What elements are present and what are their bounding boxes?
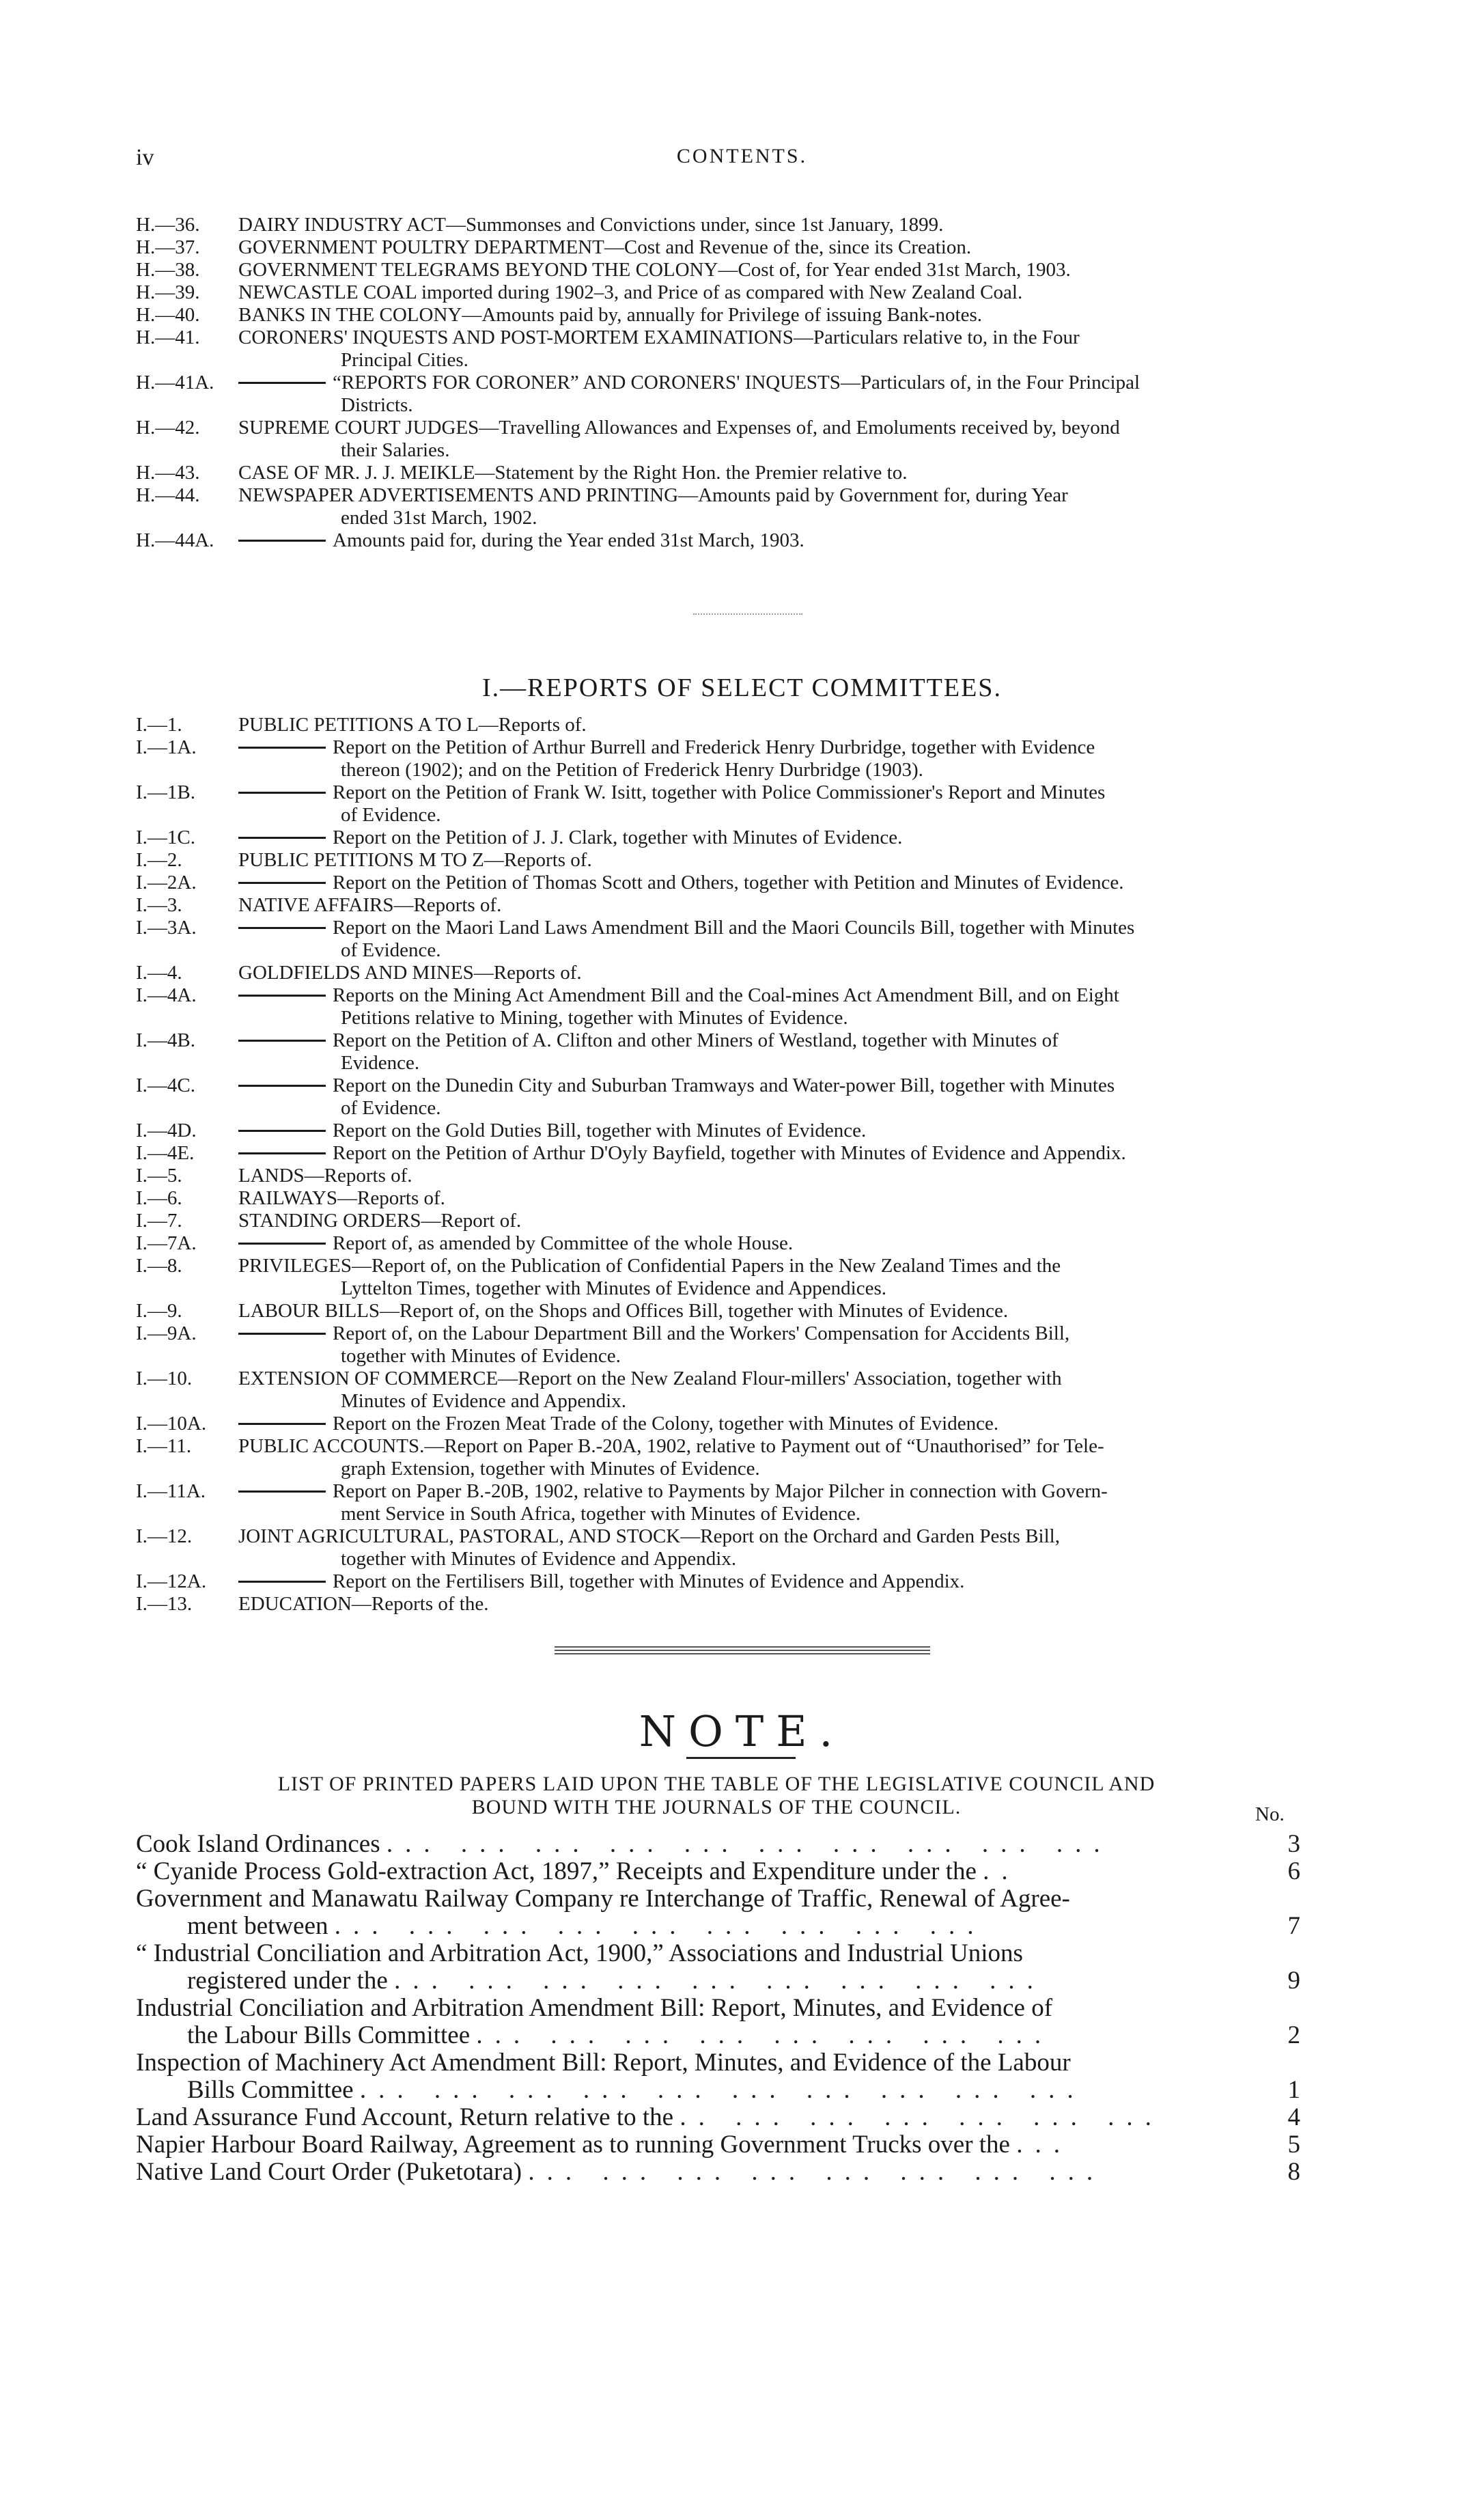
paper-title: Napier Harbour Board Railway, Agreement as to running Government Trucks over the bbox=[136, 2131, 1010, 2159]
entry-code: I.—8. bbox=[136, 1255, 182, 1277]
paper-number: 6 bbox=[1287, 1857, 1300, 1885]
entry-text: Report of, as amended by Committee of the whole House. bbox=[333, 1232, 794, 1254]
entry-text: Report on the Petition of A. Clifton and other Miners of Westland, together with Minutes of bbox=[333, 1029, 1059, 1051]
entry-text-block bbox=[238, 1368, 1440, 1413]
toc-entry bbox=[136, 1210, 1440, 1232]
entry-code: I.—5. bbox=[136, 1165, 182, 1187]
dot-leader: ... ... ... ... ... ... ... ... ... ... bbox=[386, 1830, 1112, 1858]
paper-title-continuation bbox=[136, 2022, 1235, 2049]
number-column-label: No. bbox=[1255, 1803, 1285, 1825]
list-item bbox=[136, 2104, 1300, 2131]
paper-title-block bbox=[136, 1858, 1235, 1885]
paper-title-continuation-text: registered under the bbox=[187, 1967, 388, 1995]
entry-text: Report on the Petition of Arthur Burrell and Frederick Henry Durbridge, together with Evidence bbox=[333, 736, 1095, 758]
entry-text: SUPREME COURT JUDGES—Travelling Allowances and Expenses of, and Emoluments received by, beyond bbox=[238, 417, 1120, 439]
toc-entry bbox=[136, 236, 1440, 259]
entry-text-block bbox=[238, 304, 1440, 327]
entry-continuation: Minutes of Evidence and Appendix. bbox=[341, 1390, 626, 1412]
entry-code: H.—42. bbox=[136, 417, 200, 439]
toc-entry bbox=[136, 1255, 1440, 1300]
entry-continuation: together with Minutes of Evidence. bbox=[341, 1345, 621, 1367]
entry-text: GOVERNMENT TELEGRAMS BEYOND THE COLONY—Cost of, for Year ended 31st March, 1903. bbox=[238, 259, 1071, 281]
paper-title: “ Industrial Conciliation and Arbitration Act, 1900,” Associations and Industrial Unions bbox=[136, 1939, 1023, 1967]
entry-text-block bbox=[238, 214, 1440, 236]
entry-text-block bbox=[238, 736, 1440, 781]
ditto-dash bbox=[238, 1130, 326, 1132]
paper-title-continuation-text: Bills Committee bbox=[187, 2076, 354, 2104]
entry-code: I.—4A. bbox=[136, 984, 197, 1006]
entry-text: Report on the Petition of Thomas Scott and Others, together with Petition and Minutes of Evidence. bbox=[333, 872, 1124, 893]
ditto-dash bbox=[238, 1333, 326, 1335]
entry-continuation: of Evidence. bbox=[341, 1097, 441, 1119]
entry-text-block bbox=[238, 714, 1440, 736]
paper-title-block bbox=[136, 1995, 1235, 2049]
entry-continuation: Petitions relative to Mining, together with Minutes of Evidence. bbox=[341, 1007, 848, 1029]
entry-text-block bbox=[238, 1525, 1440, 1570]
toc-entry bbox=[136, 917, 1440, 962]
section-divider bbox=[693, 613, 802, 615]
paper-title-block bbox=[136, 1831, 1235, 1858]
entry-text: PUBLIC PETITIONS M TO Z—Reports of. bbox=[238, 849, 592, 871]
entry-code: H.—41A. bbox=[136, 372, 214, 393]
entry-text-block bbox=[238, 1165, 1440, 1187]
toc-entry bbox=[136, 1413, 1440, 1435]
entry-text-block bbox=[238, 1120, 1440, 1142]
entry-continuation: Districts. bbox=[341, 394, 413, 416]
toc-entry bbox=[136, 529, 1440, 552]
entry-continuation: their Salaries. bbox=[341, 439, 450, 461]
entry-code: I.—4C. bbox=[136, 1075, 195, 1096]
ditto-dash bbox=[238, 747, 326, 749]
toc-entry bbox=[136, 1322, 1440, 1368]
paper-number: 1 bbox=[1287, 2076, 1300, 2104]
entry-text-block bbox=[238, 1187, 1440, 1210]
entry-code: I.—7. bbox=[136, 1210, 182, 1232]
dot-leader: ... bbox=[1016, 2131, 1072, 2159]
entry-continuation: of Evidence. bbox=[341, 804, 441, 826]
entry-text: GOVERNMENT POULTRY DEPARTMENT—Cost and Revenue of the, since its Creation. bbox=[238, 236, 972, 258]
entry-code: I.—10. bbox=[136, 1368, 193, 1389]
entry-text: GOLDFIELDS AND MINES—Reports of. bbox=[238, 962, 582, 984]
entry-text-block bbox=[238, 1322, 1440, 1368]
ditto-dash bbox=[238, 882, 326, 884]
ditto-dash bbox=[238, 927, 326, 929]
h-series-list bbox=[136, 214, 1440, 552]
toc-entry bbox=[136, 894, 1440, 917]
entry-code: I.—9. bbox=[136, 1300, 182, 1322]
entry-code: I.—12. bbox=[136, 1525, 193, 1547]
toc-entry bbox=[136, 1142, 1440, 1165]
entry-text-block bbox=[238, 849, 1440, 872]
entry-continuation: Lyttelton Times, together with Minutes of Evidence and Appendices. bbox=[341, 1277, 887, 1299]
note-title: NOTE. bbox=[639, 1706, 845, 1756]
dot-leader: ... ... ... ... ... ... ... ... ... ... bbox=[359, 2076, 1086, 2104]
entry-text: Report of, on the Labour Department Bill and the Workers' Compensation for Accidents Bill, bbox=[333, 1322, 1070, 1344]
paper-title: Cook Island Ordinances bbox=[136, 1830, 380, 1858]
entry-text-block bbox=[238, 1300, 1440, 1322]
toc-entry bbox=[136, 462, 1440, 484]
entry-code: I.—1A. bbox=[136, 736, 197, 758]
entry-text: NATIVE AFFAIRS—Reports of. bbox=[238, 894, 502, 916]
entry-text: NEWCASTLE COAL imported during 1902–3, and Price of as compared with New Zealand Coal. bbox=[238, 281, 1023, 303]
entry-text-block bbox=[238, 484, 1440, 529]
dot-leader: .. ... ... ... ... ... ... bbox=[680, 2103, 1164, 2131]
ditto-dash bbox=[238, 1423, 326, 1425]
entry-text: Report on the Dunedin City and Suburban Tramways and Water-power Bill, together with Minutes bbox=[333, 1075, 1115, 1096]
ditto-dash bbox=[238, 1085, 326, 1087]
entry-code: I.—1B. bbox=[136, 781, 195, 803]
printed-papers-list bbox=[136, 1831, 1300, 2186]
entry-code: I.—4E. bbox=[136, 1142, 195, 1164]
entry-continuation: Principal Cities. bbox=[341, 349, 468, 371]
ditto-dash bbox=[238, 792, 326, 794]
entry-code: I.—6. bbox=[136, 1187, 182, 1209]
toc-entry bbox=[136, 1120, 1440, 1142]
paper-title-continuation bbox=[136, 1913, 1235, 1940]
entry-code: I.—3A. bbox=[136, 917, 197, 939]
entry-code: I.—4D. bbox=[136, 1120, 197, 1141]
toc-entry bbox=[136, 1165, 1440, 1187]
entry-text-block bbox=[238, 1075, 1440, 1120]
entry-text-block bbox=[238, 827, 1440, 849]
entry-code: I.—10A. bbox=[136, 1413, 207, 1434]
paper-number: 2 bbox=[1287, 2021, 1300, 2049]
entry-text: PUBLIC PETITIONS A TO L—Reports of. bbox=[238, 714, 587, 736]
entry-text: Report on the Fertilisers Bill, together with Minutes of Evidence and Appendix. bbox=[333, 1570, 965, 1592]
entry-continuation: ended 31st March, 1902. bbox=[341, 507, 537, 529]
entry-code: H.—44. bbox=[136, 484, 200, 506]
entry-text: EXTENSION OF COMMERCE—Report on the New Zealand Flour-millers' Association, together with bbox=[238, 1368, 1062, 1389]
entry-text: LABOUR BILLS—Report of, on the Shops and Offices Bill, together with Minutes of Evidence. bbox=[238, 1300, 1009, 1322]
toc-entry bbox=[136, 1368, 1440, 1413]
entry-text-block bbox=[238, 1232, 1440, 1255]
toc-entry bbox=[136, 484, 1440, 529]
paper-title-continuation bbox=[136, 1967, 1235, 1995]
entry-text-block bbox=[238, 372, 1440, 417]
toc-entry bbox=[136, 1480, 1440, 1525]
entry-code: I.—4. bbox=[136, 962, 182, 984]
dot-leader: .. bbox=[983, 1857, 1020, 1885]
entry-text: Amounts paid for, during the Year ended 31st March, 1903. bbox=[333, 529, 804, 551]
paper-title-continuation-text: the Labour Bills Committee bbox=[187, 2021, 471, 2049]
entry-text-block bbox=[238, 962, 1440, 984]
ditto-dash bbox=[238, 1152, 326, 1154]
entry-text: PUBLIC ACCOUNTS.—Report on Paper B.-20A, 1902, relative to Payment out of “Unauthorised” for Tele- bbox=[238, 1435, 1104, 1457]
entry-text-block bbox=[238, 917, 1440, 962]
entry-text: RAILWAYS—Reports of. bbox=[238, 1187, 445, 1209]
entry-code: I.—7A. bbox=[136, 1232, 197, 1254]
ornamental-rule bbox=[555, 1646, 930, 1659]
section-title: I.—REPORTS OF SELECT COMMITTEES. bbox=[482, 674, 1002, 702]
toc-entry bbox=[136, 1232, 1440, 1255]
entry-text: DAIRY INDUSTRY ACT—Summonses and Convictions under, since 1st January, 1899. bbox=[238, 214, 944, 236]
entry-text: BANKS IN THE COLONY—Amounts paid by, annually for Privilege of issuing Bank-notes. bbox=[238, 304, 983, 326]
entry-text-block bbox=[238, 529, 1440, 552]
entry-continuation: thereon (1902); and on the Petition of Frederick Henry Durbridge (1903). bbox=[341, 759, 923, 781]
entry-code: I.—2. bbox=[136, 849, 182, 871]
dot-leader: ... ... ... ... ... ... ... ... bbox=[476, 2021, 1054, 2049]
toc-entry bbox=[136, 714, 1440, 736]
toc-entry bbox=[136, 1435, 1440, 1480]
entry-continuation: together with Minutes of Evidence and Appendix. bbox=[341, 1548, 737, 1570]
note-subtitle-line1: LIST OF PRINTED PAPERS LAID UPON THE TABLE OF THE LEGISLATIVE COUNCIL AND bbox=[277, 1773, 1156, 1795]
i-series-list bbox=[136, 714, 1440, 1616]
ditto-dash bbox=[238, 1040, 326, 1042]
entry-text-block bbox=[238, 1435, 1440, 1480]
entry-text: NEWSPAPER ADVERTISEMENTS AND PRINTING—Amounts paid by Government for, during Year bbox=[238, 484, 1068, 506]
toc-entry bbox=[136, 1570, 1440, 1593]
entry-code: H.—41. bbox=[136, 327, 200, 348]
toc-entry bbox=[136, 1300, 1440, 1322]
dot-leader: ... ... ... ... ... ... ... ... bbox=[528, 2158, 1106, 2186]
paper-title-block bbox=[136, 2049, 1235, 2104]
entry-text-block bbox=[238, 236, 1440, 259]
entry-code: H.—43. bbox=[136, 462, 200, 484]
running-title: CONTENTS. bbox=[676, 145, 808, 167]
entry-text-block bbox=[238, 1570, 1440, 1593]
entry-code: H.—40. bbox=[136, 304, 200, 326]
entry-code: H.—44A. bbox=[136, 529, 214, 551]
ditto-dash bbox=[238, 1491, 326, 1493]
entry-text: Report on the Frozen Meat Trade of the Colony, together with Minutes of Evidence. bbox=[333, 1413, 999, 1434]
page-number: iv bbox=[136, 145, 154, 170]
entry-code: I.—1. bbox=[136, 714, 182, 736]
paper-title: Industrial Conciliation and Arbitration Amendment Bill: Report, Minutes, and Evidence of bbox=[136, 1994, 1053, 2022]
paper-title: Inspection of Machinery Act Amendment Bill: Report, Minutes, and Evidence of the Labour bbox=[136, 2049, 1071, 2077]
ditto-dash bbox=[238, 1243, 326, 1245]
entry-text-block bbox=[238, 1255, 1440, 1300]
entry-text: Report on the Maori Land Laws Amendment Bill and the Maori Councils Bill, together with Minutes bbox=[333, 917, 1135, 939]
ditto-dash bbox=[238, 1581, 326, 1583]
toc-entry bbox=[136, 1593, 1440, 1616]
entry-continuation: graph Extension, together with Minutes of Evidence. bbox=[341, 1458, 760, 1480]
toc-entry bbox=[136, 849, 1440, 872]
entry-text: PRIVILEGES—Report of, on the Publication of Confidential Papers in the New Zealand Times and the bbox=[238, 1255, 1061, 1277]
entry-text: LANDS—Reports of. bbox=[238, 1165, 412, 1187]
entry-code: H.—36. bbox=[136, 214, 200, 236]
entry-text-block bbox=[238, 1480, 1440, 1525]
entry-text: STANDING ORDERS—Report of. bbox=[238, 1210, 522, 1232]
note-subtitle bbox=[136, 1773, 1297, 1819]
toc-entry bbox=[136, 1029, 1440, 1075]
entry-code: I.—12A. bbox=[136, 1570, 207, 1592]
entry-code: I.—3. bbox=[136, 894, 182, 916]
list-item bbox=[136, 2049, 1300, 2104]
entry-text-block bbox=[238, 462, 1440, 484]
entry-code: H.—39. bbox=[136, 281, 200, 303]
entry-text-block bbox=[238, 1142, 1440, 1165]
paper-title-block bbox=[136, 2104, 1235, 2131]
entry-text-block bbox=[238, 1210, 1440, 1232]
entry-text: “REPORTS FOR CORONER” AND CORONERS' INQUESTS—Particulars of, in the Four Principal bbox=[333, 372, 1140, 393]
entry-text-block bbox=[238, 417, 1440, 462]
paper-number: 4 bbox=[1287, 2103, 1300, 2131]
paper-title-continuation bbox=[136, 2077, 1235, 2104]
toc-entry bbox=[136, 259, 1440, 281]
paper-title: Government and Manawatu Railway Company re Interchange of Traffic, Renewal of Agree- bbox=[136, 1885, 1070, 1913]
list-item bbox=[136, 1858, 1300, 1885]
toc-entry bbox=[136, 984, 1440, 1029]
entry-code: I.—2A. bbox=[136, 872, 197, 893]
entry-code: I.—13. bbox=[136, 1593, 193, 1615]
entry-text: EDUCATION—Reports of the. bbox=[238, 1593, 489, 1615]
entry-text: Report on the Petition of Arthur D'Oyly Bayfield, together with Minutes of Evidence and Appendix. bbox=[333, 1142, 1126, 1164]
entry-text-block bbox=[238, 1413, 1440, 1435]
entry-text: Report on the Gold Duties Bill, together with Minutes of Evidence. bbox=[333, 1120, 867, 1141]
paper-title-block bbox=[136, 1940, 1235, 1995]
entry-code: I.—4B. bbox=[136, 1029, 195, 1051]
list-item bbox=[136, 2131, 1300, 2159]
entry-text-block bbox=[238, 984, 1440, 1029]
toc-entry bbox=[136, 872, 1440, 894]
note-subtitle-line2: BOUND WITH THE JOURNALS OF THE COUNCIL. bbox=[471, 1796, 962, 1818]
ditto-dash bbox=[238, 995, 326, 997]
paper-title-continuation-text: ment between bbox=[187, 1912, 328, 1940]
note-underline bbox=[686, 1757, 796, 1759]
dot-leader: ... ... ... ... ... ... ... ... ... bbox=[394, 1967, 1046, 1995]
toc-entry bbox=[136, 327, 1440, 372]
paper-number: 3 bbox=[1287, 1830, 1300, 1858]
ditto-dash bbox=[238, 837, 326, 839]
entry-code: I.—11A. bbox=[136, 1480, 206, 1502]
entry-text: JOINT AGRICULTURAL, PASTORAL, AND STOCK—Report on the Orchard and Garden Pests Bill, bbox=[238, 1525, 1060, 1547]
paper-number: 8 bbox=[1287, 2158, 1300, 2186]
entry-code: I.—9A. bbox=[136, 1322, 197, 1344]
entry-text-block bbox=[238, 781, 1440, 827]
toc-entry bbox=[136, 417, 1440, 462]
paper-number: 5 bbox=[1287, 2131, 1300, 2159]
paper-number: 7 bbox=[1287, 1912, 1300, 1940]
toc-entry bbox=[136, 962, 1440, 984]
entry-text: CASE OF MR. J. J. MEIKLE—Statement by the Right Hon. the Premier relative to. bbox=[238, 462, 908, 484]
entry-continuation: Evidence. bbox=[341, 1052, 420, 1074]
entry-text-block bbox=[238, 1029, 1440, 1075]
toc-entry bbox=[136, 736, 1440, 781]
toc-entry bbox=[136, 304, 1440, 327]
entry-text-block bbox=[238, 872, 1440, 894]
paper-title-block bbox=[136, 2131, 1235, 2159]
toc-entry bbox=[136, 1187, 1440, 1210]
toc-entry bbox=[136, 372, 1440, 417]
entry-text: Report on Paper B.-20B, 1902, relative to Payments by Major Pilcher in connection with Govern- bbox=[333, 1480, 1108, 1502]
entry-code: I.—1C. bbox=[136, 827, 195, 848]
list-item bbox=[136, 1831, 1300, 1858]
entry-code: H.—37. bbox=[136, 236, 200, 258]
entry-continuation: of Evidence. bbox=[341, 939, 441, 961]
entry-text-block bbox=[238, 281, 1440, 304]
toc-entry bbox=[136, 281, 1440, 304]
list-item bbox=[136, 1940, 1300, 1995]
toc-entry bbox=[136, 214, 1440, 236]
entry-code: H.—38. bbox=[136, 259, 200, 281]
list-item bbox=[136, 2159, 1300, 2186]
entry-text-block bbox=[238, 1593, 1440, 1616]
paper-title-block bbox=[136, 1885, 1235, 1940]
list-item bbox=[136, 1995, 1300, 2049]
entry-text: CORONERS' INQUESTS AND POST-MORTEM EXAMINATIONS—Particulars relative to, in the Four bbox=[238, 327, 1080, 348]
toc-entry bbox=[136, 781, 1440, 827]
entry-text-block bbox=[238, 327, 1440, 372]
paper-title-block bbox=[136, 2159, 1235, 2186]
toc-entry bbox=[136, 1075, 1440, 1120]
toc-entry bbox=[136, 1525, 1440, 1570]
entry-text-block bbox=[238, 894, 1440, 917]
paper-number: 9 bbox=[1287, 1967, 1300, 1995]
ditto-dash bbox=[238, 382, 326, 384]
dot-leader: ... ... ... ... ... ... ... ... ... bbox=[334, 1912, 986, 1940]
ditto-dash bbox=[238, 540, 326, 542]
entry-text: Report on the Petition of Frank W. Isitt, together with Police Commissioner's Report and Minutes bbox=[333, 781, 1106, 803]
entry-text-block bbox=[238, 259, 1440, 281]
toc-entry bbox=[136, 827, 1440, 849]
entry-text: Report on the Petition of J. J. Clark, together with Minutes of Evidence. bbox=[333, 827, 903, 848]
paper-title: Native Land Court Order (Puketotara) bbox=[136, 2158, 522, 2186]
paper-title: Land Assurance Fund Account, Return relative to the bbox=[136, 2103, 674, 2131]
paper-title: “ Cyanide Process Gold-extraction Act, 1897,” Receipts and Expenditure under the bbox=[136, 1857, 977, 1885]
entry-code: I.—11. bbox=[136, 1435, 192, 1457]
entry-text: Reports on the Mining Act Amendment Bill and the Coal-mines Act Amendment Bill, and on Eight bbox=[333, 984, 1119, 1006]
list-item bbox=[136, 1885, 1300, 1940]
entry-continuation: ment Service in South Africa, together with Minutes of Evidence. bbox=[341, 1503, 861, 1525]
